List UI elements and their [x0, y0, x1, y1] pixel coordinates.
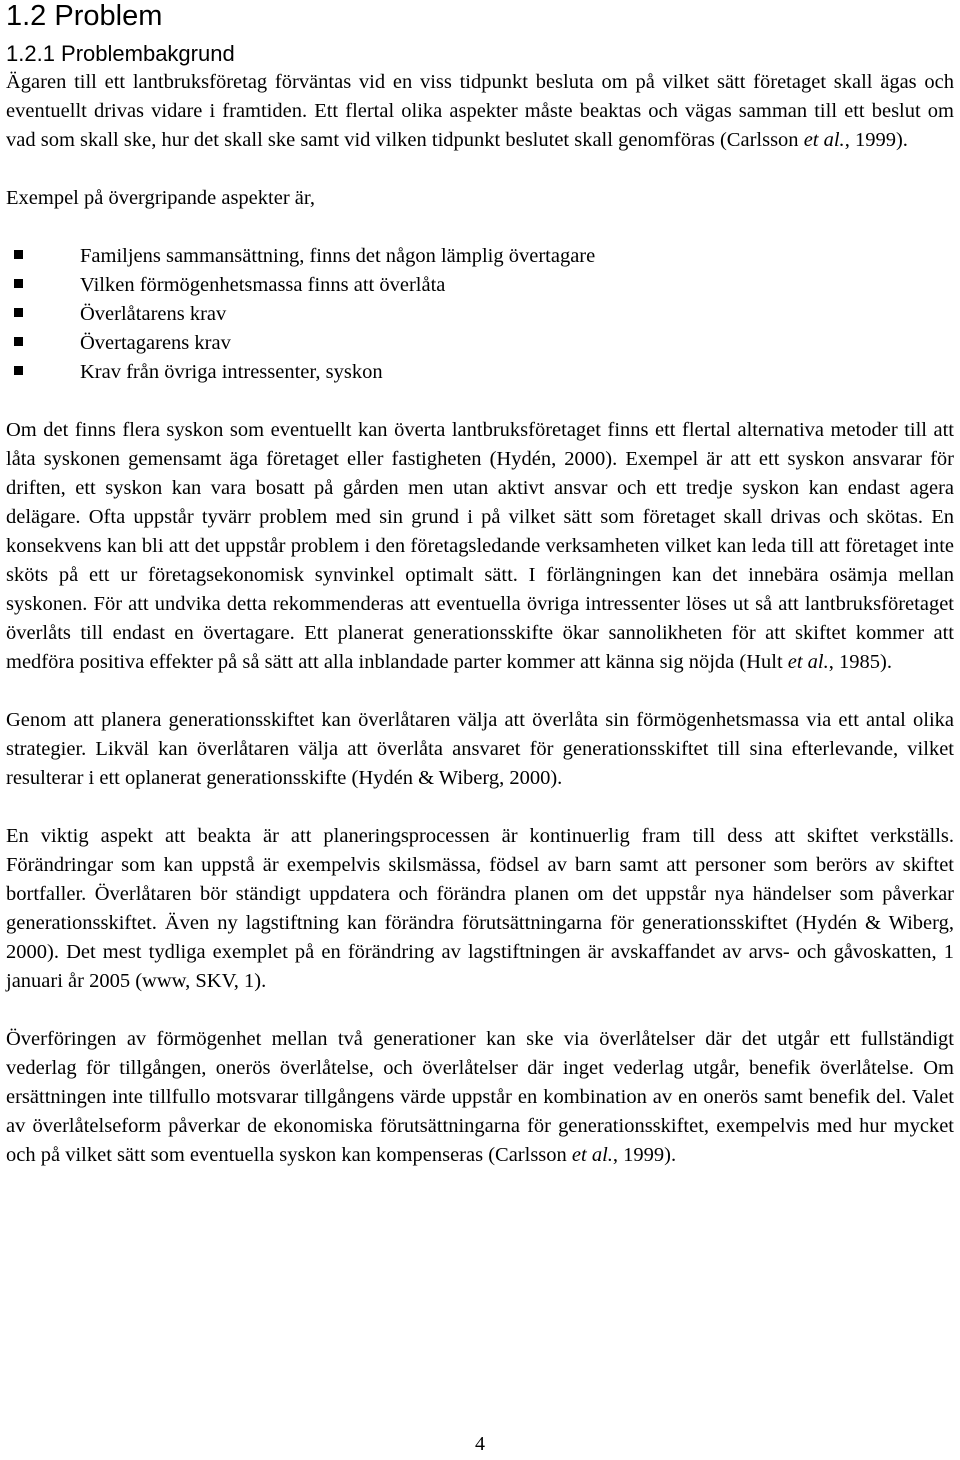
square-bullet-icon	[14, 250, 23, 259]
citation-italic: et al.	[787, 651, 829, 673]
subsection-heading: 1.2.1 Problembakgrund	[6, 41, 235, 66]
section-heading: 1.2 Problem	[6, 0, 163, 32]
square-bullet-icon	[14, 308, 23, 317]
paragraph-text: Om det finns flera syskon som eventuellt kan överta lantbruksföretaget finns ett flertal alternativa metoder till att låta syskonen gemensamt äga företaget eller fastigheten (Hydén, 2000). Exempel är att ett syskon ansvarar för driften, ett syskon kan vara bosatt på gården men utan aktivt ansvar och ett tredje syskon kan endast agera delägare. Ofta uppstår tyvärr problem med sin grund i på vilket sätt som företaget skall drivas och skötas. En konsekvens kan bli att det uppstår problem i den företagsledande verksamheten vilket kan leda till att företaget inte sköts på ett ur företagsekonomisk synvinkel optimalt sätt. I förlängningen kan det innebära osämja mellan syskonen. För att undvika detta rekommenderas att eventuella övriga intressenter löses ut så att lantbruksföretaget överlåts till endast en övertagare. Ett planerat generationsskifte ökar sannolikheten för att skiftet kommer att medföra positiva effekter på så sätt att alla inblandade parter kommer att känna sig nöjda (Hult	[6, 419, 954, 673]
paragraph-text: Överföringen av förmögenhet mellan två generationer kan ske via överlåtelser där det utgår ett fullständigt vederlag för tillgången, onerös överlåtelse, och överlåtelser där inget vederlag utgår, benefik överlåtelse. Om ersättningen inte tillfullo motsvarar tillgångens värde uppstår en kombination av en onerös samt benefik del. Valet av överlåtelseform påverkar de ekonomiska förutsättningarna för generationsskiftet, exempelvis med hur mycket och på vilket sätt som eventuella syskon kan kompenseras (Carlsson	[6, 1028, 954, 1166]
page-number: 4	[475, 1433, 485, 1455]
square-bullet-icon	[14, 279, 23, 288]
document-page	[6, 0, 954, 1170]
list-item: Överlåtarens krav	[6, 300, 954, 329]
paragraph-text: , 1999).	[612, 1144, 677, 1166]
paragraph-strategies: Genom att planera generationsskiftet kan överlåtaren välja att överlåta sin förmögenhetsmassa via ett antal olika strategier. Likväl kan överlåtaren välja att överlåta ansvaret för generationsskiftet till sina efterlevande, vilket resulterar i ett oplanerat generationsskifte (Hydén & Wiberg, 2000).	[6, 709, 954, 789]
list-intro: Exempel på övergripande aspekter är,	[6, 187, 316, 209]
citation-italic: et al.	[803, 129, 845, 151]
paragraph-text: Ägaren till ett lantbruksföretag förväntas vid en viss tidpunkt besluta om på vilket sätt företaget skall ägas och eventuellt drivas vidare i framtiden. Ett flertal olika aspekter måste beaktas och vägas samman till ett beslut om vad som skall ske, hur det skall ske samt vid vilken tidpunkt beslutet skall genomföras (Carlsson	[6, 71, 954, 151]
citation-italic: et al.	[571, 1144, 613, 1166]
list-item: Familjens sammansättning, finns det någon lämplig övertagare	[6, 242, 954, 271]
square-bullet-icon	[14, 337, 23, 346]
paragraph-background	[6, 68, 954, 155]
paragraph-planning: En viktig aspekt att beakta är att planeringsprocessen är kontinuerlig fram till dess att skiftet verkställs. Förändringar som kan uppstå är exempelvis skilsmässa, födsel av barn samt att personer som berörs av skiftet bortfaller. Överlåtaren bör ständigt uppdatera och förändra planen om det uppstår nya händelser som påverkar generationsskiftet. Även ny lagstiftning kan förändra förutsättningarna för generationsskiftet (Hydén & Wiberg, 2000). Det mest tydliga exemplet på en förändring av lagstiftningen är avskaffandet av arvs- och gåvoskatten, 1 januari år 2005 (www, SKV, 1).	[6, 825, 954, 992]
square-bullet-icon	[14, 366, 23, 375]
paragraph-text: , 1999).	[844, 129, 908, 151]
aspects-list	[6, 242, 954, 387]
paragraph-siblings	[6, 416, 954, 677]
paragraph-transfer	[6, 1025, 954, 1170]
paragraph-text: , 1985).	[828, 651, 892, 673]
list-item: Vilken förmögenhetsmassa finns att överlåta	[6, 271, 954, 300]
list-item: Övertagarens krav	[6, 329, 954, 358]
list-item: Krav från övriga intressenter, syskon	[6, 358, 954, 387]
